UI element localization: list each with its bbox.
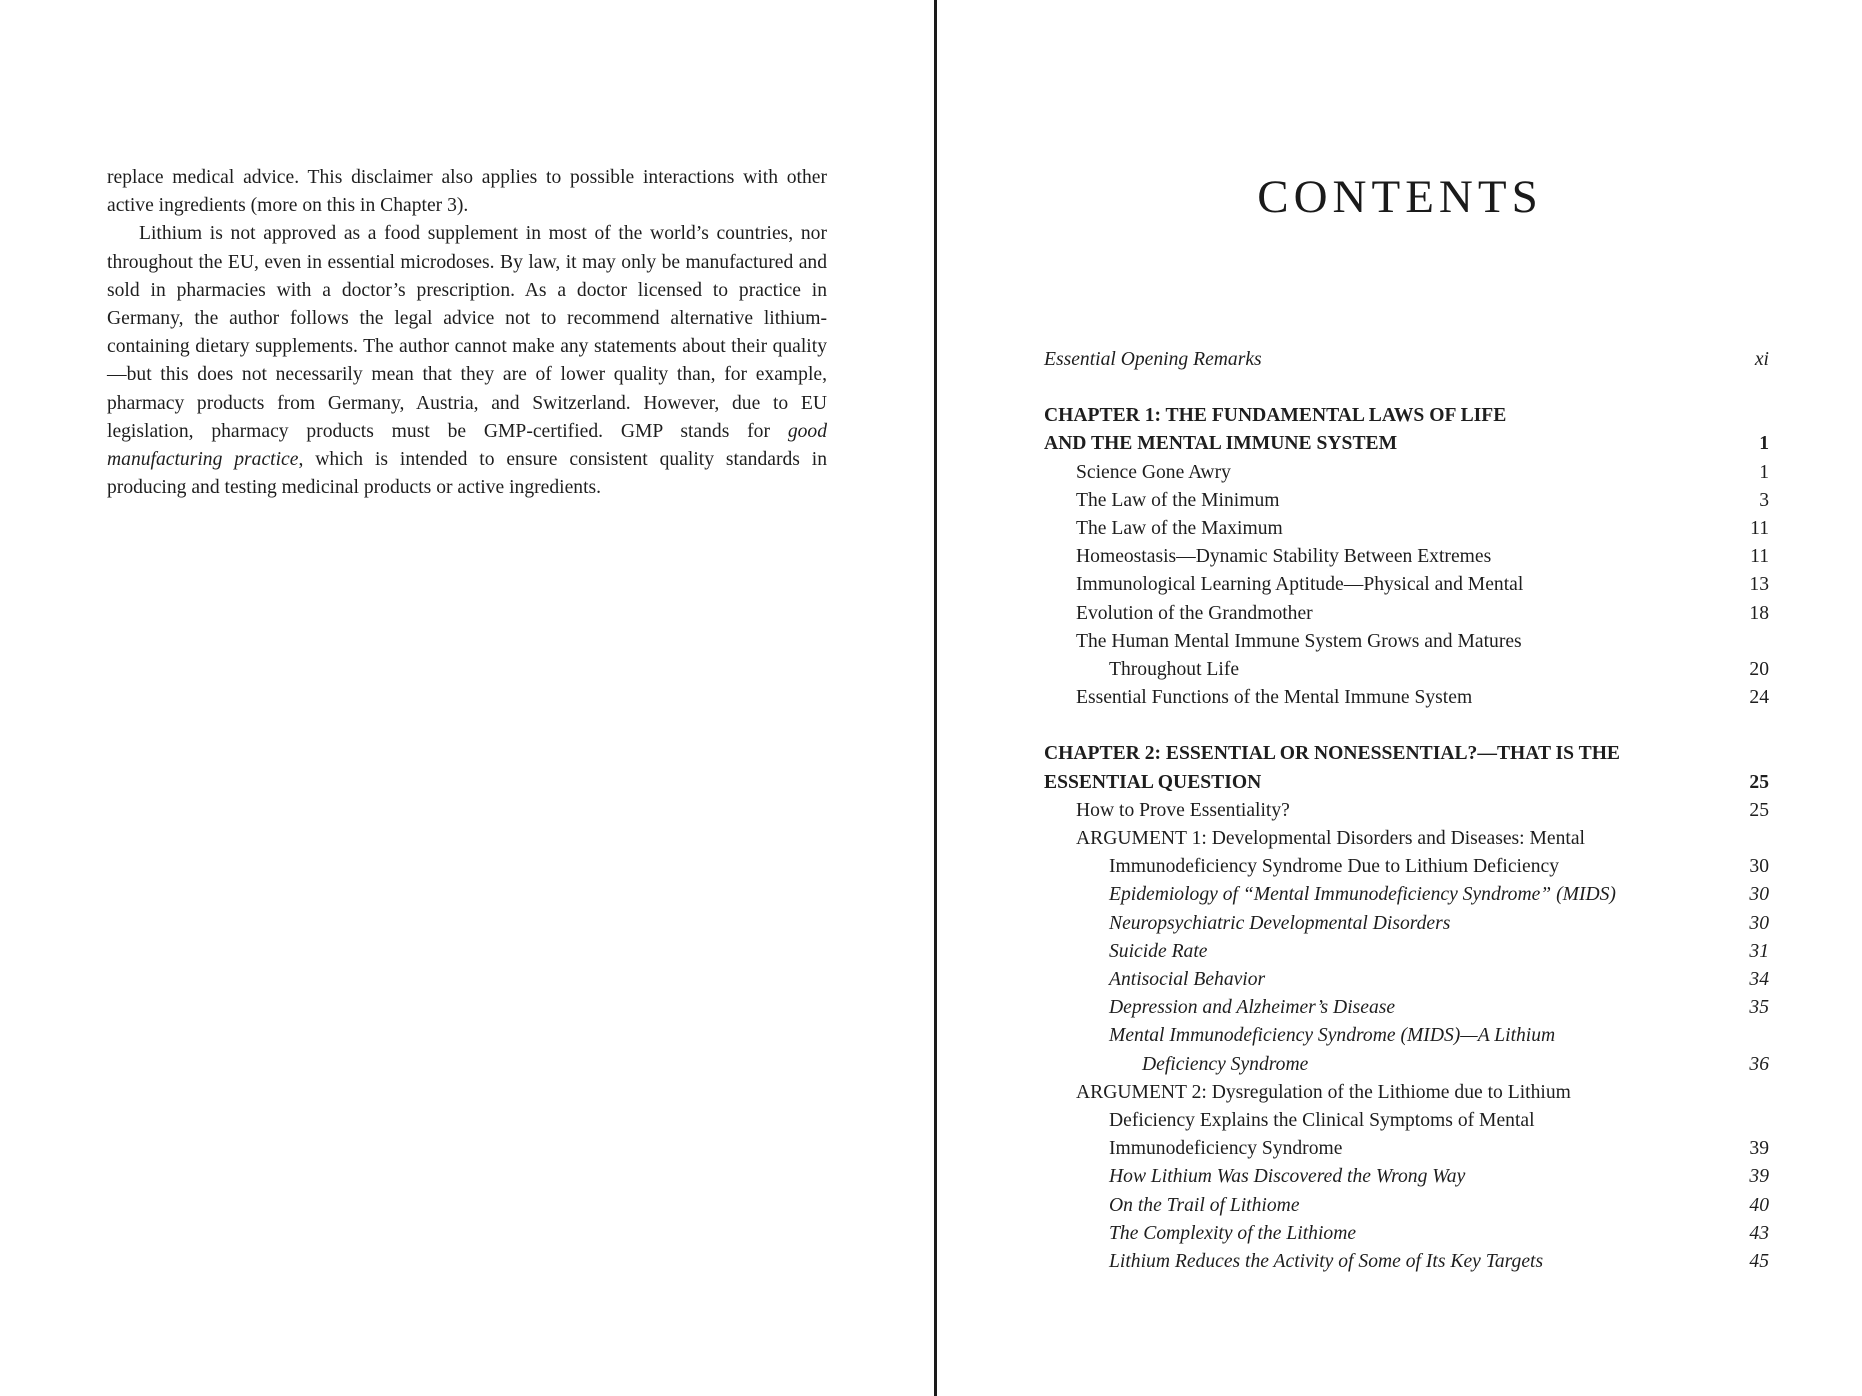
toc-entry-opening-remarks[interactable]: [1044, 346, 1769, 374]
toc-entry-page: 13: [1749, 574, 1769, 596]
toc-entry-title: Immunodeficiency Syndrome: [1109, 1138, 1343, 1160]
toc-chapter-heading[interactable]: [1044, 769, 1769, 797]
toc-entry-title: ARGUMENT 1: Developmental Disorders and Diseases: Mental: [1076, 828, 1585, 850]
toc-entry-page: 35: [1749, 997, 1769, 1019]
toc-entry-title: Mental Immunodeficiency Syndrome (MIDS)—A Lithium: [1109, 1025, 1556, 1047]
toc-chapter-heading[interactable]: [1044, 402, 1769, 430]
italic-term: good manufacturing practice: [107, 420, 827, 471]
toc-entry-page: 18: [1749, 602, 1769, 624]
table-of-contents: [1044, 346, 1769, 1276]
toc-entry-page: 31: [1749, 940, 1769, 962]
toc-entry[interactable]: [1044, 1192, 1769, 1220]
toc-entry-page: 20: [1749, 659, 1769, 681]
toc-entry[interactable]: [1044, 966, 1769, 994]
toc-entry[interactable]: [1044, 1248, 1769, 1276]
toc-entry-title: Epidemiology of “Mental Immunodeficiency Syndrome” (MIDS): [1109, 884, 1616, 906]
toc-entry[interactable]: [1044, 1051, 1769, 1079]
toc-entry[interactable]: [1044, 459, 1769, 487]
toc-entry-title: CHAPTER 2: ESSENTIAL OR NONESSENTIAL?—THAT IS THE: [1044, 743, 1621, 765]
toc-entry-page: 11: [1750, 546, 1769, 568]
toc-entry[interactable]: [1044, 1079, 1769, 1107]
toc-chapter-1: [1044, 402, 1769, 712]
toc-entry[interactable]: [1044, 994, 1769, 1022]
paragraph: [107, 164, 827, 220]
toc-entry-title: Evolution of the Grandmother: [1076, 602, 1313, 624]
toc-entry-title: Deficiency Syndrome: [1142, 1053, 1309, 1075]
toc-entry-title: Depression and Alzheimer’s Disease: [1109, 997, 1396, 1019]
toc-entry[interactable]: [1044, 656, 1769, 684]
paragraph-text: , which is intended to ensure consistent quality standards in producing and testing medicinal products or active ingredients.: [107, 449, 827, 499]
toc-entry[interactable]: [1044, 543, 1769, 571]
toc-entry-title: The Law of the Minimum: [1076, 489, 1280, 511]
toc-entry-page: 1: [1759, 433, 1769, 455]
toc-entry[interactable]: [1044, 600, 1769, 628]
toc-entry-title: Immunodeficiency Syndrome Due to Lithium Deficiency: [1109, 856, 1559, 878]
toc-entry-page: 34: [1749, 969, 1769, 991]
toc-entry-title: Lithium Reduces the Activity of Some of Its Key Targets: [1109, 1251, 1544, 1273]
toc-entry[interactable]: [1044, 1107, 1769, 1135]
toc-entry-page: 43: [1749, 1222, 1769, 1244]
toc-entry-page: 40: [1749, 1194, 1769, 1216]
toc-entry-title: ESSENTIAL QUESTION: [1044, 771, 1262, 793]
toc-entry-title: How to Prove Essentiality?: [1076, 799, 1290, 821]
toc-entry-page: 11: [1750, 518, 1769, 540]
toc-entry-title: Essential Functions of the Mental Immune System: [1076, 687, 1473, 709]
toc-entry-title: Throughout Life: [1109, 659, 1240, 681]
toc-entry-title: ARGUMENT 2: Dysregulation of the Lithiome due to Lithium: [1076, 1081, 1571, 1103]
toc-entry-title: Immunological Learning Aptitude—Physical and Mental: [1076, 574, 1524, 596]
toc-entry-page: xi: [1754, 349, 1769, 370]
toc-entry-title: The Human Mental Immune System Grows and Matures: [1076, 630, 1522, 652]
left-page-body: [107, 164, 827, 502]
toc-entry-page: 30: [1749, 856, 1769, 878]
toc-entry[interactable]: [1044, 853, 1769, 881]
toc-entry-page: 25: [1749, 771, 1769, 793]
toc-entry[interactable]: [1044, 825, 1769, 853]
toc-entry-page: 39: [1749, 1138, 1769, 1160]
toc-entry-page: 36: [1749, 1053, 1769, 1075]
toc-entry-page: 39: [1749, 1166, 1769, 1188]
toc-entry[interactable]: [1044, 571, 1769, 599]
toc-entry-page: 25: [1749, 799, 1769, 821]
toc-entry[interactable]: [1044, 1022, 1769, 1050]
toc-chapter-heading[interactable]: [1044, 740, 1769, 768]
contents-title: CONTENTS: [1257, 171, 1543, 223]
toc-entry[interactable]: [1044, 910, 1769, 938]
right-page: [938, 0, 1862, 1396]
toc-chapter-heading[interactable]: [1044, 430, 1769, 458]
toc-entry[interactable]: [1044, 797, 1769, 825]
toc-entry-page: 30: [1749, 912, 1769, 934]
toc-spacer: [1044, 374, 1769, 402]
toc-entry[interactable]: [1044, 684, 1769, 712]
paragraph-text: Lithium is not approved as a food supplement in most of the world’s countries, nor throughout the EU, even in essential microdoses. By law, it may only be manufactured and sold in pharmacies with a doctor’s prescription. As a doctor licensed to practice in Germany, the author follows the legal advice not to recommend alternative lithium-containing dietary supplements. The author cannot make any statements about their quality—but this does not necessarily mean that they are of lower quality than, for example, pharmacy products from Germany, Austria, and Switzerland. However, due to EU legislation, pharmacy products must be GMP-certified. GMP stands for: [107, 223, 827, 442]
toc-entry[interactable]: [1044, 1163, 1769, 1191]
toc-entry-title: Suicide Rate: [1109, 940, 1208, 962]
paragraph-text: replace medical advice. This disclaimer also applies to possible interactions with other active ingredients (more on this in Chapter 3).: [107, 167, 827, 217]
toc-entry-title: Antisocial Behavior: [1109, 969, 1266, 991]
toc-entry[interactable]: [1044, 1135, 1769, 1163]
toc-entry-page: 30: [1749, 884, 1769, 906]
toc-entry-page: 3: [1759, 489, 1769, 511]
toc-entry[interactable]: [1044, 881, 1769, 909]
toc-entry[interactable]: [1044, 938, 1769, 966]
toc-entry-title: Essential Opening Remarks: [1044, 349, 1262, 370]
paragraph: [107, 220, 827, 502]
toc-entry-title: Deficiency Explains the Clinical Symptoms of Mental: [1109, 1110, 1535, 1132]
toc-entry-title: AND THE MENTAL IMMUNE SYSTEM: [1044, 433, 1398, 455]
toc-entry-title: The Law of the Maximum: [1076, 518, 1283, 540]
toc-entry[interactable]: [1044, 487, 1769, 515]
toc-entry-page: 24: [1749, 687, 1769, 709]
toc-entry-title: Neuropsychiatric Developmental Disorders: [1109, 912, 1451, 934]
toc-entry-title: CHAPTER 1: THE FUNDAMENTAL LAWS OF LIFE: [1044, 405, 1507, 427]
toc-chapters: [1044, 374, 1769, 1276]
toc-entry-page: 1: [1759, 461, 1769, 483]
toc-entry-page: 45: [1749, 1251, 1769, 1273]
toc-entry[interactable]: [1044, 1220, 1769, 1248]
toc-chapter-2: [1044, 740, 1769, 1276]
book-gutter: [934, 0, 937, 1396]
toc-entry-title: On the Trail of Lithiome: [1109, 1194, 1300, 1216]
toc-entry[interactable]: [1044, 628, 1769, 656]
toc-spacer: [1044, 712, 1769, 740]
toc-entry-title: How Lithium Was Discovered the Wrong Way: [1109, 1166, 1466, 1188]
toc-entry-title: Science Gone Awry: [1076, 461, 1231, 483]
toc-entry-title: Homeostasis—Dynamic Stability Between Extremes: [1076, 546, 1492, 568]
toc-entry-title: The Complexity of the Lithiome: [1109, 1222, 1357, 1244]
toc-entry[interactable]: [1044, 515, 1769, 543]
